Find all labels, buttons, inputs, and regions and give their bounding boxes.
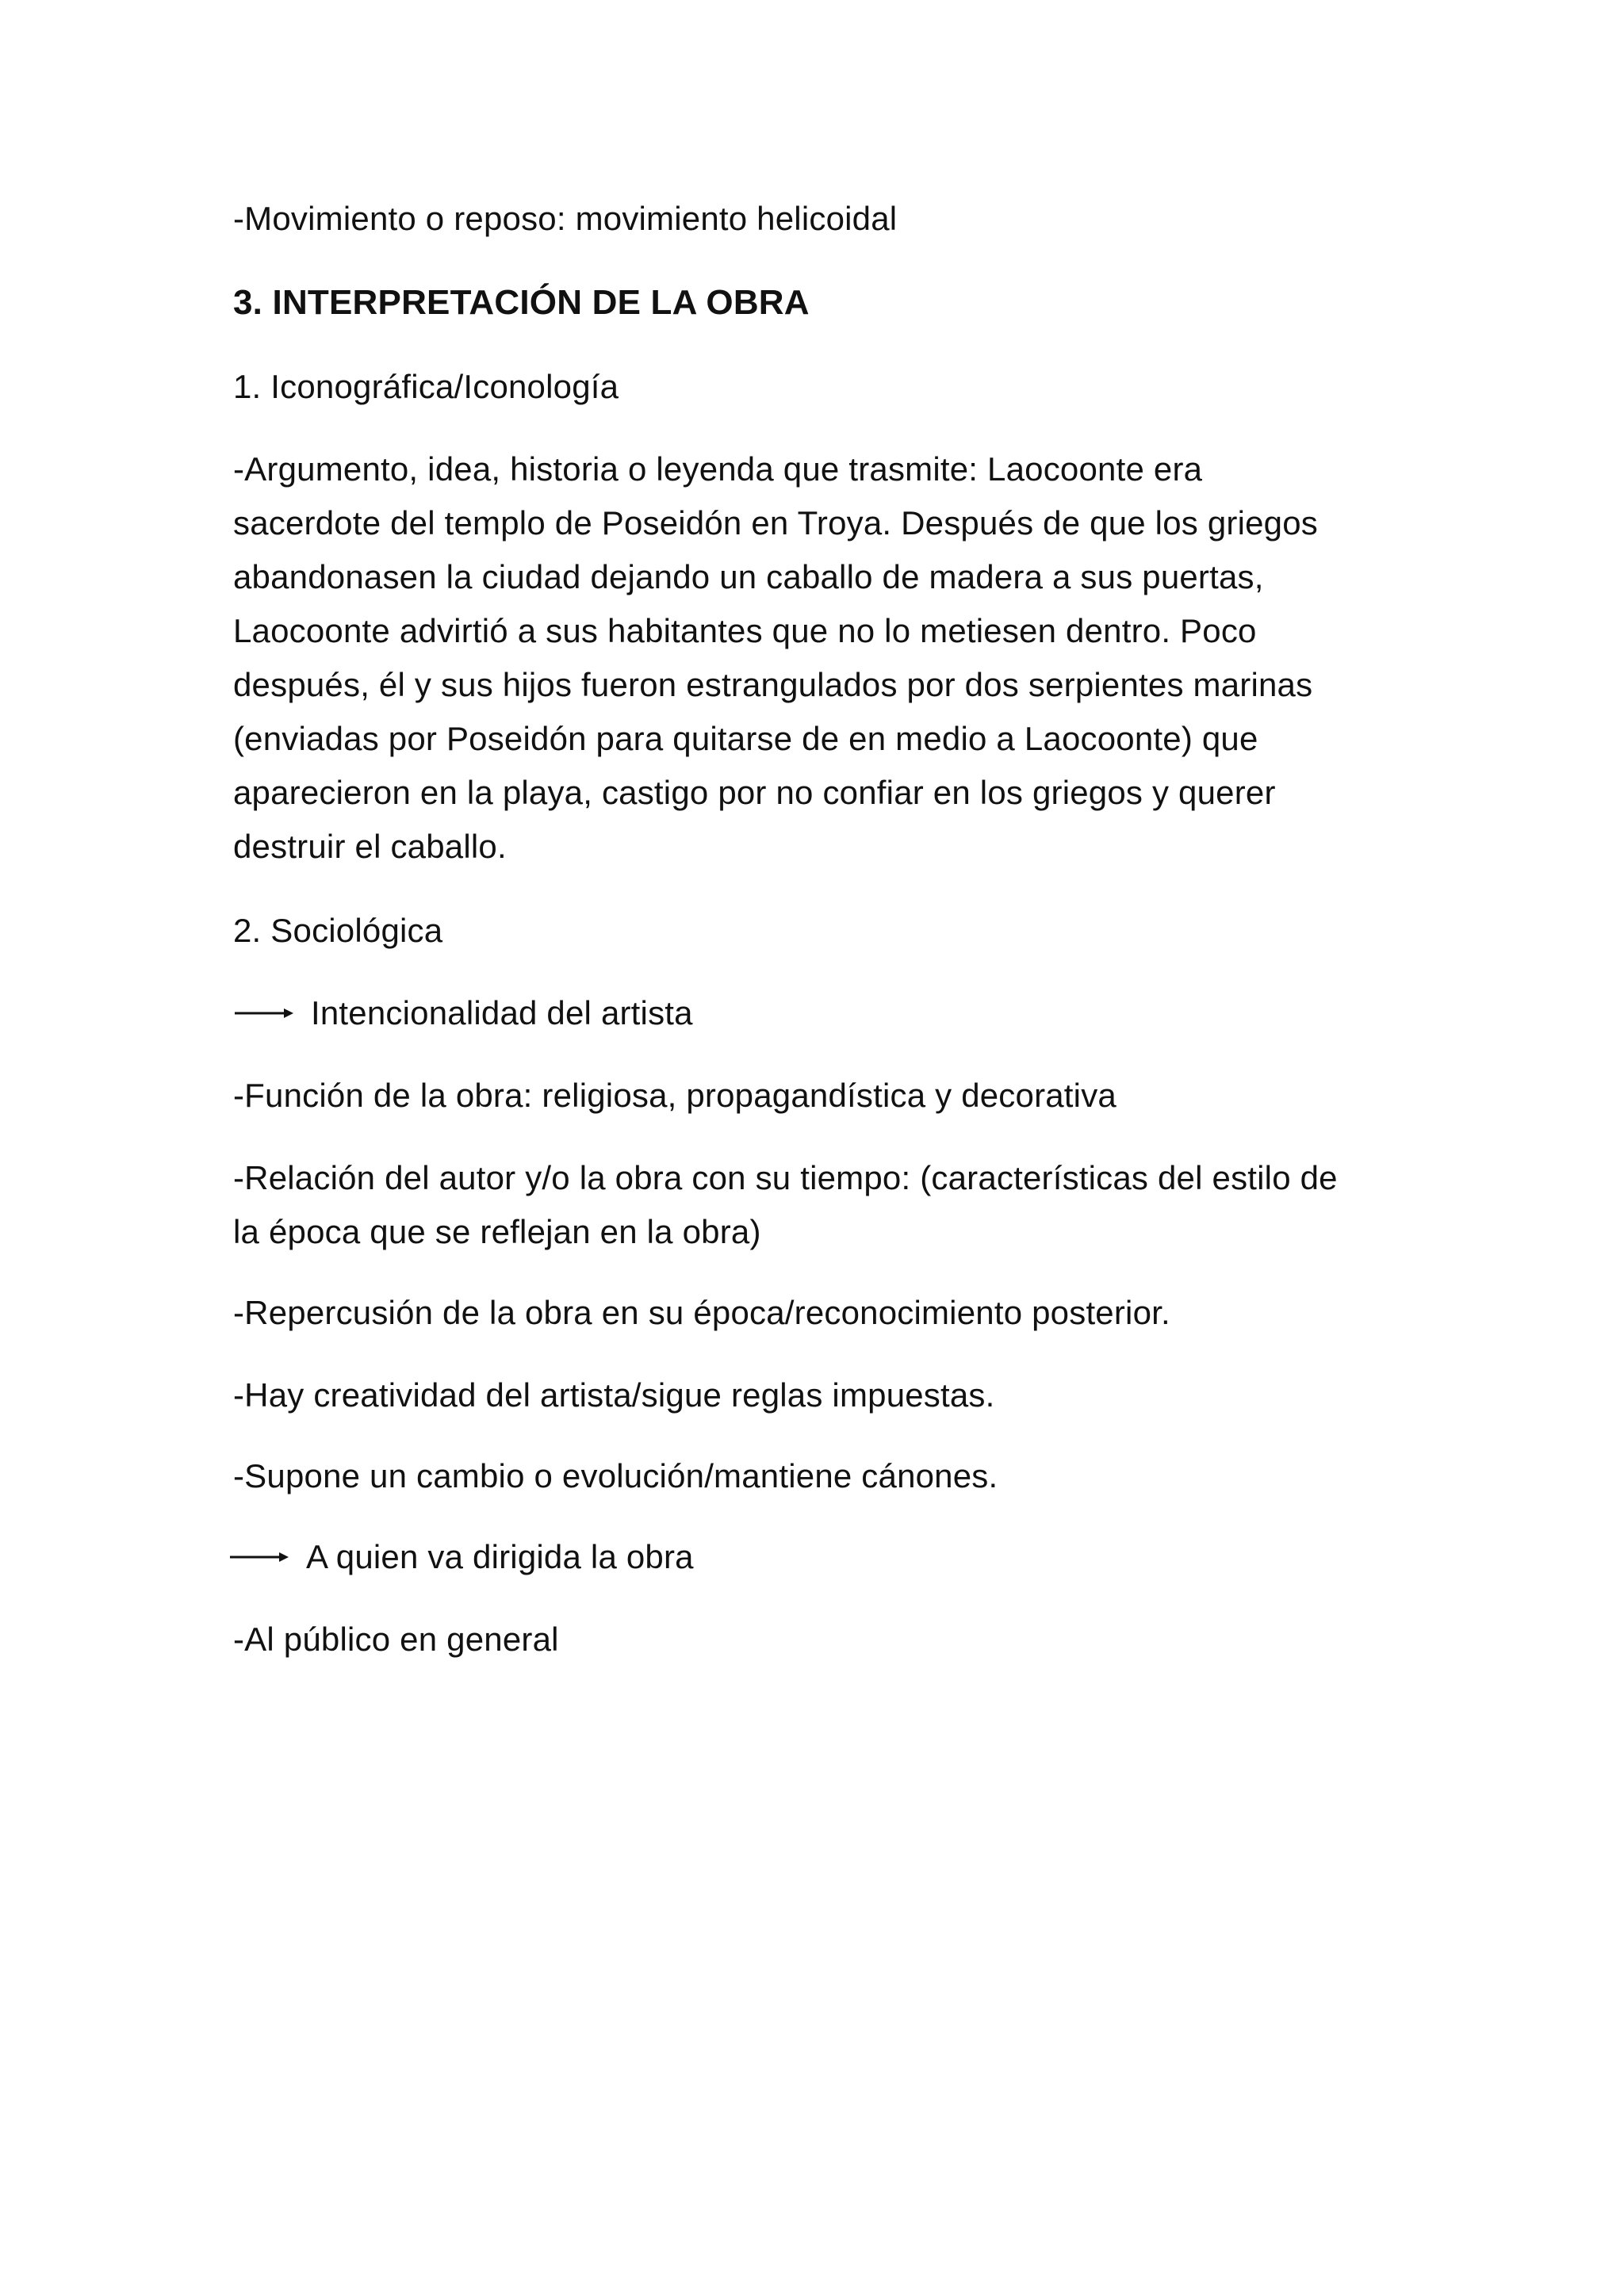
line-publico: -Al público en general xyxy=(233,1621,559,1658)
paragraph-line: -Argumento, idea, historia o leyenda que trasmite: Laocoonte era xyxy=(233,450,1203,488)
paragraph-line: (enviadas por Poseidón para quitarse de en medio a Laocoonte) que xyxy=(233,720,1258,757)
line-cambio: -Supone un cambio o evolución/mantiene cánones. xyxy=(233,1457,998,1494)
paragraph-line: destruir el caballo. xyxy=(233,828,507,865)
paragraph-line: después, él y sus hijos fueron estrangulados por dos serpientes marinas xyxy=(233,666,1313,703)
paragraph-line: abandonasen la ciudad dejando un caballo de madera a sus puertas, xyxy=(233,558,1264,595)
arrow-right-icon xyxy=(230,1549,289,1565)
subheading-sociologica: 2. Sociológica xyxy=(233,912,443,949)
paragraph-line: aparecieron en la playa, castigo por no confiar en los griegos y querer xyxy=(233,774,1276,811)
arrow-item-label: Intencionalidad del artista xyxy=(311,994,693,1031)
paragraph-relacion xyxy=(233,1151,1407,1259)
line-movimiento: -Movimiento o reposo: movimiento helicoidal xyxy=(233,200,898,237)
paragraph-line: -Relación del autor y/o la obra con su tiempo: (características del estilo de xyxy=(233,1159,1338,1196)
arrow-item-intencionalidad xyxy=(235,986,693,1040)
paragraph-argumento xyxy=(233,442,1407,874)
subheading-iconografica: 1. Iconográfica/Iconología xyxy=(233,368,619,405)
line-funcion: -Función de la obra: religiosa, propagandística y decorativa xyxy=(233,1077,1116,1114)
line-repercusion: -Repercusión de la obra en su época/reconocimiento posterior. xyxy=(233,1294,1170,1331)
paragraph-line: Laocoonte advirtió a sus habitantes que no lo metiesen dentro. Poco xyxy=(233,612,1257,649)
line-creatividad: -Hay creatividad del artista/sigue reglas impuestas. xyxy=(233,1376,995,1414)
arrow-item-dirigida xyxy=(230,1530,694,1584)
arrow-item-label: A quien va dirigida la obra xyxy=(306,1538,694,1575)
heading-interpretacion: 3. INTERPRETACIÓN DE LA OBRA xyxy=(233,283,810,322)
paragraph-line: la época que se reflejan en la obra) xyxy=(233,1213,761,1250)
paragraph-line: sacerdote del templo de Poseidón en Troya. Después de que los griegos xyxy=(233,504,1318,541)
arrow-right-icon xyxy=(235,1005,293,1021)
